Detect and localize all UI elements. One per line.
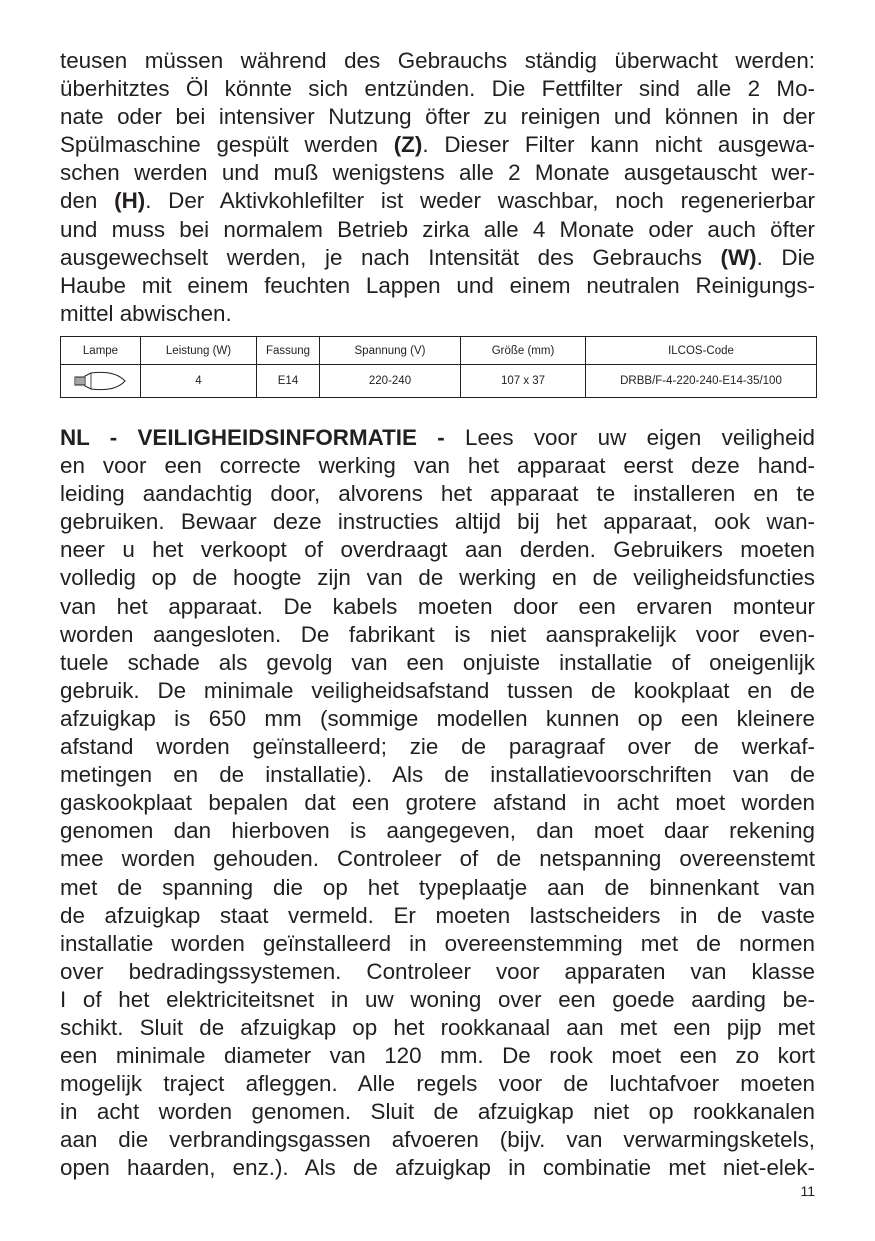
text-line: gebruiken. Bewaar deze instructies altijd bij het apparaat, ook wan- (60, 509, 815, 535)
size-cell: 107 x 37 (461, 365, 586, 398)
text-line: van het apparaat. De kabels moeten door een ervaren monteur (60, 593, 815, 619)
text-line: open haarden, enz.). Als de afzuigkap in combinatie met niet-elek- (60, 1155, 815, 1181)
e14-bulb-icon (71, 370, 131, 392)
text-line: met de spanning die op het typeplaatje aan de binnenkant van (60, 874, 815, 900)
text-line: afstand worden geïnstalleerd; zie de paragraaf over de werkaf- (60, 734, 815, 760)
text-line: gebruik. De minimale veiligheidsafstand tussen de kookplaat en de (60, 677, 815, 703)
lamp-spec-table (60, 336, 817, 398)
ilcos-cell: DRBB/F-4-220-240-E14-35/100 (586, 365, 817, 398)
text-line: gaskookplaat bepalen dat een grotere afstand in acht moet worden (60, 790, 815, 816)
table-header: Größe (mm) (461, 337, 586, 365)
text-line: leiding aandachtig door, alvorens het apparaat te installeren en te (60, 481, 815, 507)
page-number: 11 (800, 1183, 815, 1199)
text-line: überhitztes Öl könnte sich entzünden. Die Fettfilter sind alle 2 Mo- (60, 76, 815, 102)
ref-label-w: (W) (720, 244, 757, 270)
text-line: volledig op de hoogte zijn van de werking en de veiligheidsfuncties (60, 565, 815, 591)
text-line: und muss bei normalem Betrieb zirka alle 4 Monate oder auch öfter (60, 216, 815, 242)
text-line: schikt. Sluit de afzuigkap op het rookkanaal aan met een pijp met (60, 1014, 815, 1040)
text-line: mee worden gehouden. Controleer of de netspanning overeenstemt (60, 846, 815, 872)
text-line: worden aangesloten. De fabrikant is niet aansprakelijk voor even- (60, 621, 815, 647)
table-header-row (61, 337, 817, 365)
lamp-cell (61, 365, 141, 398)
text-line (60, 424, 815, 452)
table-header: Fassung (257, 337, 320, 365)
text-line: metingen en de installatie). Als de installatievoorschriften van de (60, 762, 815, 788)
table-header: Lampe (61, 337, 141, 365)
text-segment: . Die (756, 244, 815, 270)
table-header: ILCOS-Code (586, 337, 817, 365)
text-line: en voor een correcte werking van het apparaat eerst deze hand- (60, 453, 815, 479)
text-line (60, 187, 815, 215)
text-segment: ausgewechselt werden, je nach Intensität des Gebrauchs (60, 244, 721, 270)
text-segment: den (60, 188, 115, 214)
text-line (60, 131, 815, 159)
socket-cell: E14 (257, 365, 320, 398)
table-header: Spannung (V) (320, 337, 461, 365)
text-line: in acht worden genomen. Sluit de afzuigkap niet op rookkanalen (60, 1099, 815, 1125)
paragraph-nl-safety (60, 424, 815, 1183)
text-line: aan die verbrandingsgassen afvoeren (bijv. van verwarmingsketels, (60, 1127, 815, 1153)
text-line: installatie worden geïnstalleerd in overeenstemming met de normen (60, 930, 815, 956)
section-heading: NL - VEILIGHEIDSINFORMATIE - (60, 425, 445, 450)
text-line: mogelijk traject afleggen. Alle regels voor de luchtafvoer moeten (60, 1071, 815, 1097)
ref-label-z: (Z) (393, 132, 423, 158)
table-row (61, 365, 817, 398)
text-segment: Lees voor uw eigen veiligheid (444, 425, 816, 450)
power-cell: 4 (141, 365, 257, 398)
paragraph-de-cleaning (60, 47, 815, 328)
text-line: teusen müssen während des Gebrauchs ständig überwacht werden: (60, 48, 815, 73)
ref-label-h: (H) (114, 188, 146, 214)
text-line: de afzuigkap staat vermeld. Er moeten lastscheiders in de vaste (60, 902, 815, 928)
text-line: neer u het verkoopt of overdraagt aan derden. Gebruikers moeten (60, 537, 815, 563)
text-line: nate oder bei intensiver Nutzung öfter zu reinigen und können in der (60, 104, 815, 130)
text-line: Haube mit einem feuchten Lappen und einem neutralen Reinigungs- (60, 272, 815, 298)
text-line: over bedradingssystemen. Controleer voor apparaten van klasse (60, 958, 815, 984)
text-line: genomen dan hierboven is aangegeven, dan moet daar rekening (60, 818, 815, 844)
text-segment: . Der Aktivkohlefilter ist weder waschbar, noch regenerierbar (145, 188, 815, 214)
text-line: mittel abwischen. (60, 300, 232, 326)
voltage-cell: 220-240 (320, 365, 461, 398)
table-header: Leistung (W) (141, 337, 257, 365)
text-line: I of het elektriciteitsnet in uw woning over een goede aarding be- (60, 986, 815, 1012)
text-line: schen werden und muß wenigstens alle 2 Monate ausgetauscht wer- (60, 160, 815, 186)
text-segment: . Dieser Filter kann nicht ausgewa- (422, 132, 815, 158)
text-line (60, 244, 815, 272)
text-line: een minimale diameter van 120 mm. De rook moet een zo kort (60, 1043, 815, 1069)
text-segment: Spülmaschine gespült werden (60, 132, 394, 158)
text-line: tuele schade als gevolg van een onjuiste installatie of oneigenlijk (60, 649, 815, 675)
text-line: afzuigkap is 650 mm (sommige modellen kunnen op een kleinere (60, 705, 815, 731)
